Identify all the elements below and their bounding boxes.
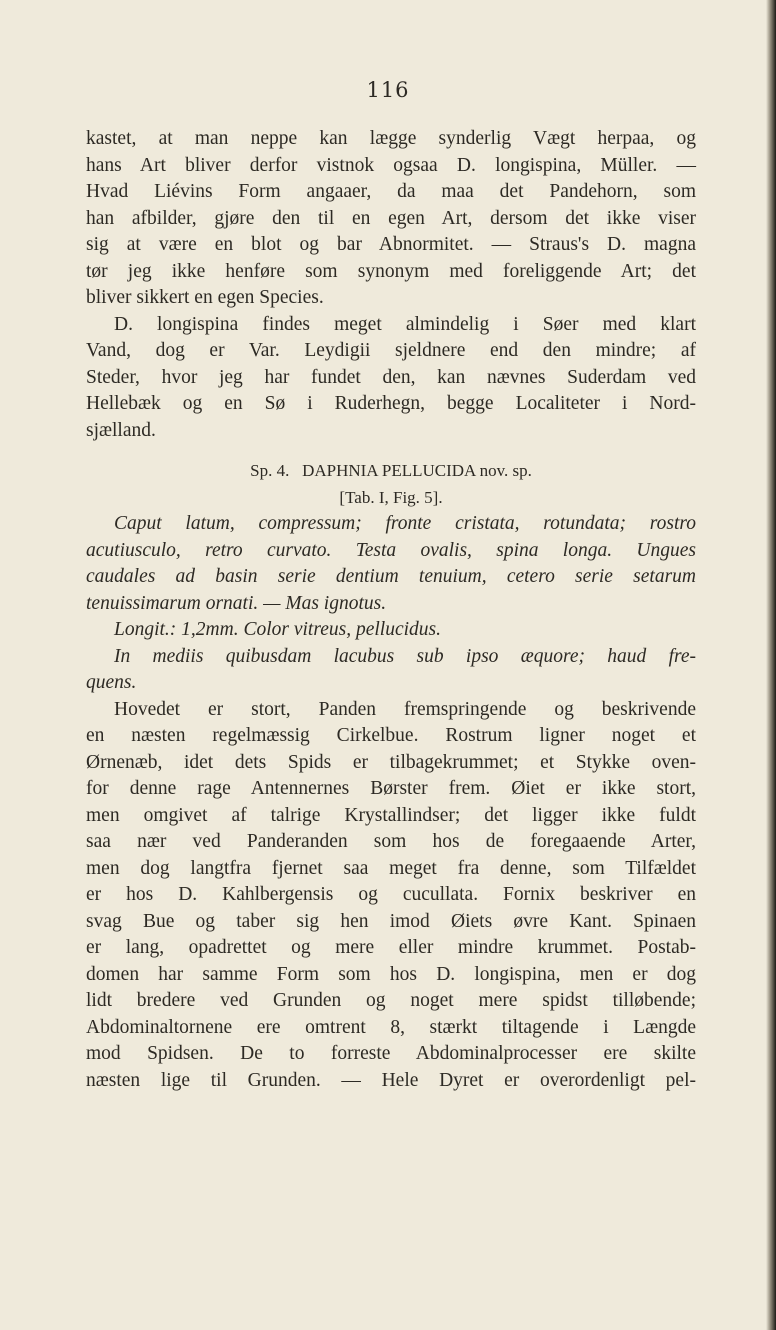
text-line: Caput latum, compressum; fronte cristata, rotundata; rostro bbox=[114, 513, 696, 534]
species-heading: Sp. 4. DAPHNIA PELLUCIDA nov. sp. bbox=[250, 461, 532, 480]
text-line: quens. bbox=[86, 672, 137, 693]
text-line: for denne rage Antennernes Børster frem. Øiet er ikke stort, bbox=[86, 778, 696, 799]
paragraph-3 bbox=[86, 697, 696, 1095]
text-line: D. longispina findes meget almindelig i Søer med klart bbox=[114, 313, 696, 335]
text-line: mod Spidsen. De to forreste Abdominalprocesser ere skilte bbox=[86, 1043, 696, 1064]
text-line: Steder, hvor jeg har fundet den, kan nævnes Suderdam ved bbox=[86, 366, 696, 388]
text-line: tør jeg ikke henføre som synonym med foreliggende Art; det bbox=[86, 260, 696, 282]
text-line: lidt bredere ved Grunden og noget mere spidst tilløbende; bbox=[86, 990, 696, 1011]
plate-reference: [Tab. I, Fig. 5]. bbox=[339, 487, 443, 507]
text-line: men dog langtfra fjernet saa meget fra denne, som Tilfældet bbox=[86, 857, 696, 879]
text-line: er lang, opadrettet og mere eller mindre krummet. Postab- bbox=[86, 937, 696, 958]
latin-diagnosis bbox=[86, 511, 696, 697]
text-line: Ørnenæb, idet dets Spids er tilbagekrummet; et Stykke oven- bbox=[86, 751, 696, 773]
text-line: Hellebæk og en Sø i Ruderhegn, begge Localiteter i Nord- bbox=[86, 393, 696, 414]
page-number: 116 bbox=[366, 78, 410, 102]
text-line: tenuissimarum ornati. — Mas ignotus. bbox=[86, 592, 387, 614]
text-line: svag Bue og taber sig hen imod Øiets øvre Kant. Spinaen bbox=[86, 910, 696, 932]
text-line: Hovedet er stort, Panden fremspringende og beskrivende bbox=[114, 698, 696, 720]
text-line: Abdominaltornene ere omtrent 8, stærkt tiltagende i Længde bbox=[86, 1016, 696, 1038]
text-line: acutiusculo, retro curvato. Testa ovalis, spina longa. Ungues bbox=[86, 539, 696, 561]
text-line: Hvad Liévins Form angaaer, da maa det Pandehorn, som bbox=[86, 181, 696, 202]
text-line: caudales ad basin serie dentium tenuium, cetero serie setarum bbox=[86, 566, 696, 587]
text-line: kastet, at man neppe kan lægge synderlig Vægt herpaa, og bbox=[86, 128, 696, 149]
page-edge-shadow bbox=[766, 0, 776, 1330]
text-line: sjælland. bbox=[86, 419, 156, 441]
text-line: men omgivet af talrige Krystallindser; det ligger ikke fuldt bbox=[86, 804, 696, 826]
text-line: saa nær ved Panderanden som hos de foregaaende Arter, bbox=[86, 831, 696, 852]
text-line: hans Art bliver derfor vistnok ogsaa D. longispina, Müller. — bbox=[86, 154, 696, 176]
text-line: er hos D. Kahlbergensis og cucullata. Fornix beskriver en bbox=[86, 884, 696, 905]
text-line: domen har samme Form som hos D. longispina, men er dog bbox=[86, 963, 696, 985]
text-line: næsten lige til Grunden. — Hele Dyret er overordenligt pel- bbox=[86, 1069, 696, 1091]
text-line: bliver sikkert en egen Species. bbox=[86, 287, 324, 308]
measurements-line: Longit.: 1,2mm. Color vitreus, pellucidus. bbox=[114, 619, 441, 640]
text-line: sig at være en blot og bar Abnormitet. — Straus's D. magna bbox=[86, 234, 696, 255]
text-line: Vand, dog er Var. Leydigii sjeldnere end den mindre; af bbox=[86, 340, 696, 361]
paragraph-2 bbox=[86, 312, 696, 445]
text-line: In mediis quibusdam lacubus sub ipso æquore; haud fre- bbox=[114, 645, 696, 667]
page-body bbox=[86, 126, 696, 1094]
paragraph-1 bbox=[86, 126, 696, 312]
text-line: en næsten regelmæssig Cirkelbue. Rostrum ligner noget et bbox=[86, 725, 696, 746]
text-line: han afbilder, gjøre den til en egen Art, dersom det ikke viser bbox=[86, 207, 696, 229]
